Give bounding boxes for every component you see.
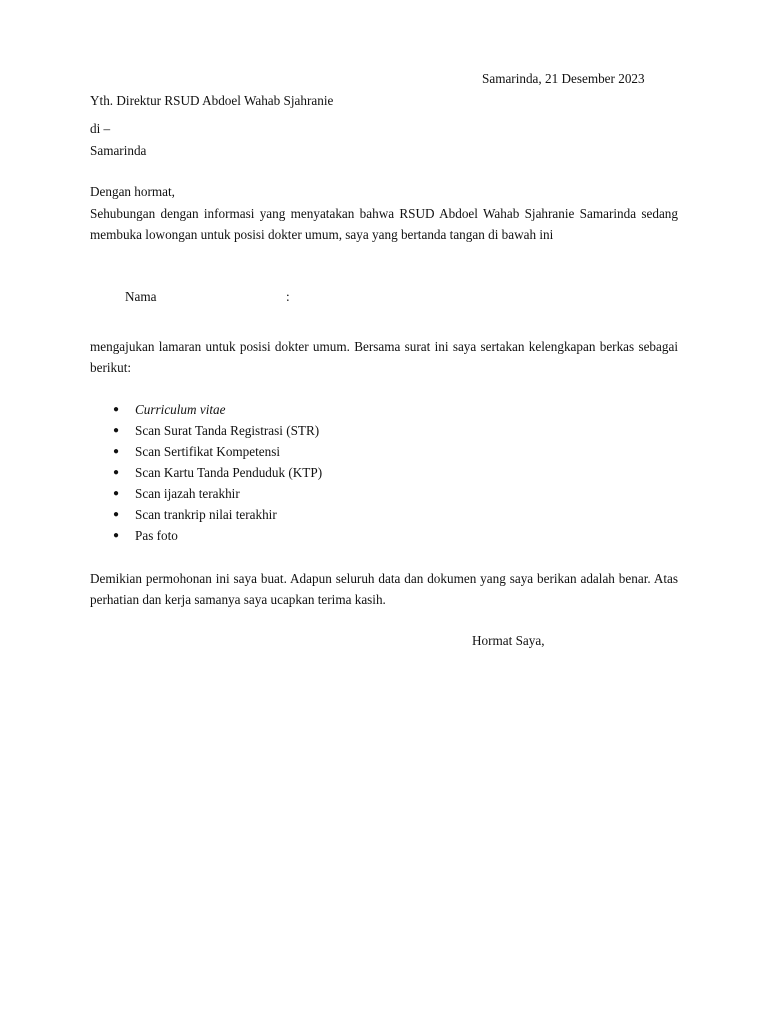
bullet-icon: ● <box>113 509 120 520</box>
list-item <box>113 420 322 441</box>
list-item <box>113 399 322 420</box>
bullet-icon: ● <box>113 446 120 457</box>
attachment-list <box>113 399 322 546</box>
bullet-icon: ● <box>113 467 120 478</box>
intro-paragraph: Sehubungan dengan informasi yang menyatakan bahwa RSUD Abdoel Wahab Sjahranie Samarinda sedang membuka lowongan untuk posisi dokter umum, saya yang bertanda tangan di bawah ini <box>90 206 678 242</box>
application-paragraph: mengajukan lamaran untuk posisi dokter umum. Bersama surat ini saya sertakan kelengkapan berkas sebagai berikut: <box>90 339 678 375</box>
bullet-icon: ● <box>113 404 120 415</box>
list-item <box>113 483 322 504</box>
letter-di: di – <box>90 121 111 136</box>
list-item <box>113 504 322 525</box>
letter-city: Samarinda <box>90 143 147 158</box>
bullet-icon: ● <box>113 530 120 541</box>
name-field-colon: : <box>286 289 290 304</box>
bullet-icon: ● <box>113 488 120 499</box>
attachment-item-diploma: Scan ijazah terakhir <box>135 486 240 501</box>
bullet-icon: ● <box>113 425 120 436</box>
letter-closing: Hormat Saya, <box>472 633 545 648</box>
list-item <box>113 441 322 462</box>
attachment-item-str: Scan Surat Tanda Registrasi (STR) <box>135 423 320 438</box>
attachment-item-photo: Pas foto <box>135 528 178 543</box>
attachment-item-transcript: Scan trankrip nilai terakhir <box>135 507 277 522</box>
list-item <box>113 525 322 546</box>
attachment-item-ktp: Scan Kartu Tanda Penduduk (KTP) <box>135 465 323 480</box>
attachment-item-competency: Scan Sertifikat Kompetensi <box>135 444 281 459</box>
closing-paragraph: Demikian permohonan ini saya buat. Adapun seluruh data dan dokumen yang saya berikan adalah benar. Atas perhatian dan kerja samanya saya ucapkan terima kasih. <box>90 571 678 607</box>
list-item <box>113 462 322 483</box>
attachment-item-cv: Curriculum vitae <box>135 402 226 417</box>
letter-salutation: Dengan hormat, <box>90 184 175 199</box>
letter-addressee: Yth. Direktur RSUD Abdoel Wahab Sjahranie <box>90 93 334 108</box>
name-field-label: Nama <box>125 289 157 304</box>
letter-date: Samarinda, 21 Desember 2023 <box>482 71 645 86</box>
